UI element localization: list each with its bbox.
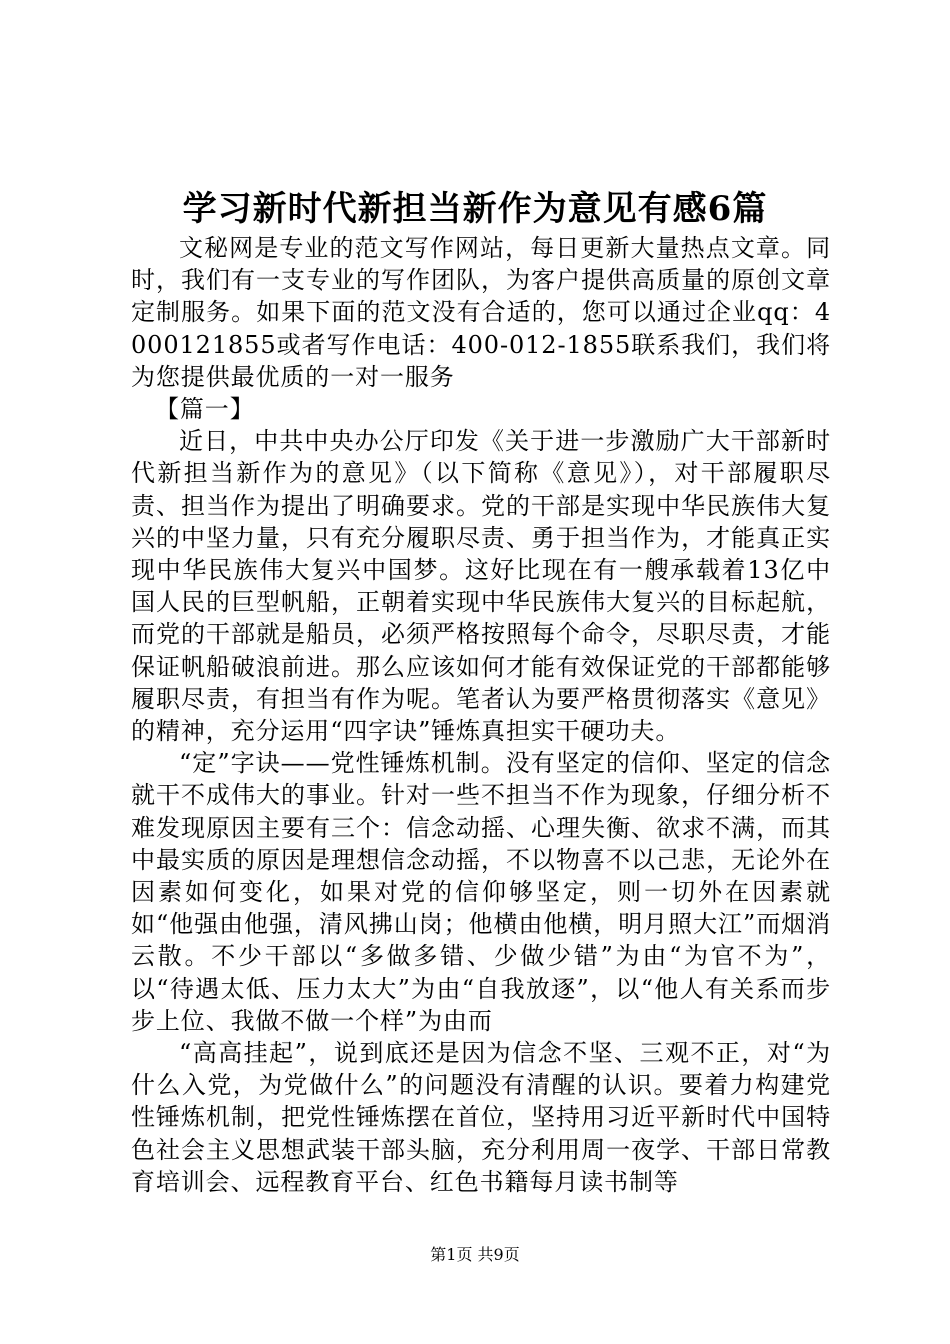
- intro-paragraph: 文秘网是专业的范文写作网站，每日更新大量热点文章。同时，我们有一支专业的写作团队，为客户提供高质量的原创文章定制服务。如果下面的范文没有合适的，您可以通过企业qq：4000121855或者写作电话：400-012-1855联系我们，我们将为您提供最优质的一对一服务: [131, 234, 831, 391]
- section-heading: 【篇一】: [155, 395, 255, 424]
- body-paragraph: 近日，中共中央办公厅印发《关于进一步激励广大干部新时代新担当新作为的意见》（以下简称《意见》），对干部履职尽责、担当作为提出了明确要求。党的干部是实现中华民族伟大复兴的中坚力量，只有充分履职尽责、勇于担当作为，才能真正实现中华民族伟大复兴中国梦。这好比现在有一艘承载着13亿中国人民的巨型帆船，正朝着实现中华民族伟大复兴的目标起航，而党的干部就是船员，必须严格按照每个命令，尽职尽责，才能保证帆船破浪前进。那么应该如何才能有效保证党的干部都能够履职尽责，有担当有作为呢。笔者认为要严格贯彻落实《意见》的精神，充分运用“四字诀”锤炼真担实干硬功夫。: [131, 427, 831, 746]
- document-title: 学习新时代新担当新作为意见有感6篇: [182, 189, 768, 229]
- page-number-footer: 第1页 共9页: [430, 1245, 520, 1264]
- body-paragraph: “定”字诀——党性锤炼机制。没有坚定的信仰、坚定的信念就干不成伟大的事业。针对一些不担当不作为现象，仔细分析不难发现原因主要有三个：信念动摇、心理失衡、欲求不满，而其中最实质的原因是理想信念动摇，不以物喜不以己悲，无论外在因素如何变化，如果对党的信仰够坚定，则一切外在因素就如“他强由他强，清风拂山岗；他横由他横，明月照大江”而烟消云散。不少干部以“多做多错、少做少错”为由“为官不为”，以“待遇太低、压力太大”为由“自我放逐”，以“他人有关系而步步上位、我做不做一个样”为由而: [131, 749, 831, 1035]
- document-body: [131, 232, 831, 1198]
- body-paragraph: “高高挂起”，说到底还是因为信念不坚、三观不正，对“为什么入党，为党做什么”的问题没有清醒的认识。要着力构建党性锤炼机制，把党性锤炼摆在首位，坚持用习近平新时代中国特色社会主义思想武装干部头脑，充分利用周一夜学、干部日常教育培训会、远程教育平台、红色书籍每月读书制等: [131, 1039, 831, 1196]
